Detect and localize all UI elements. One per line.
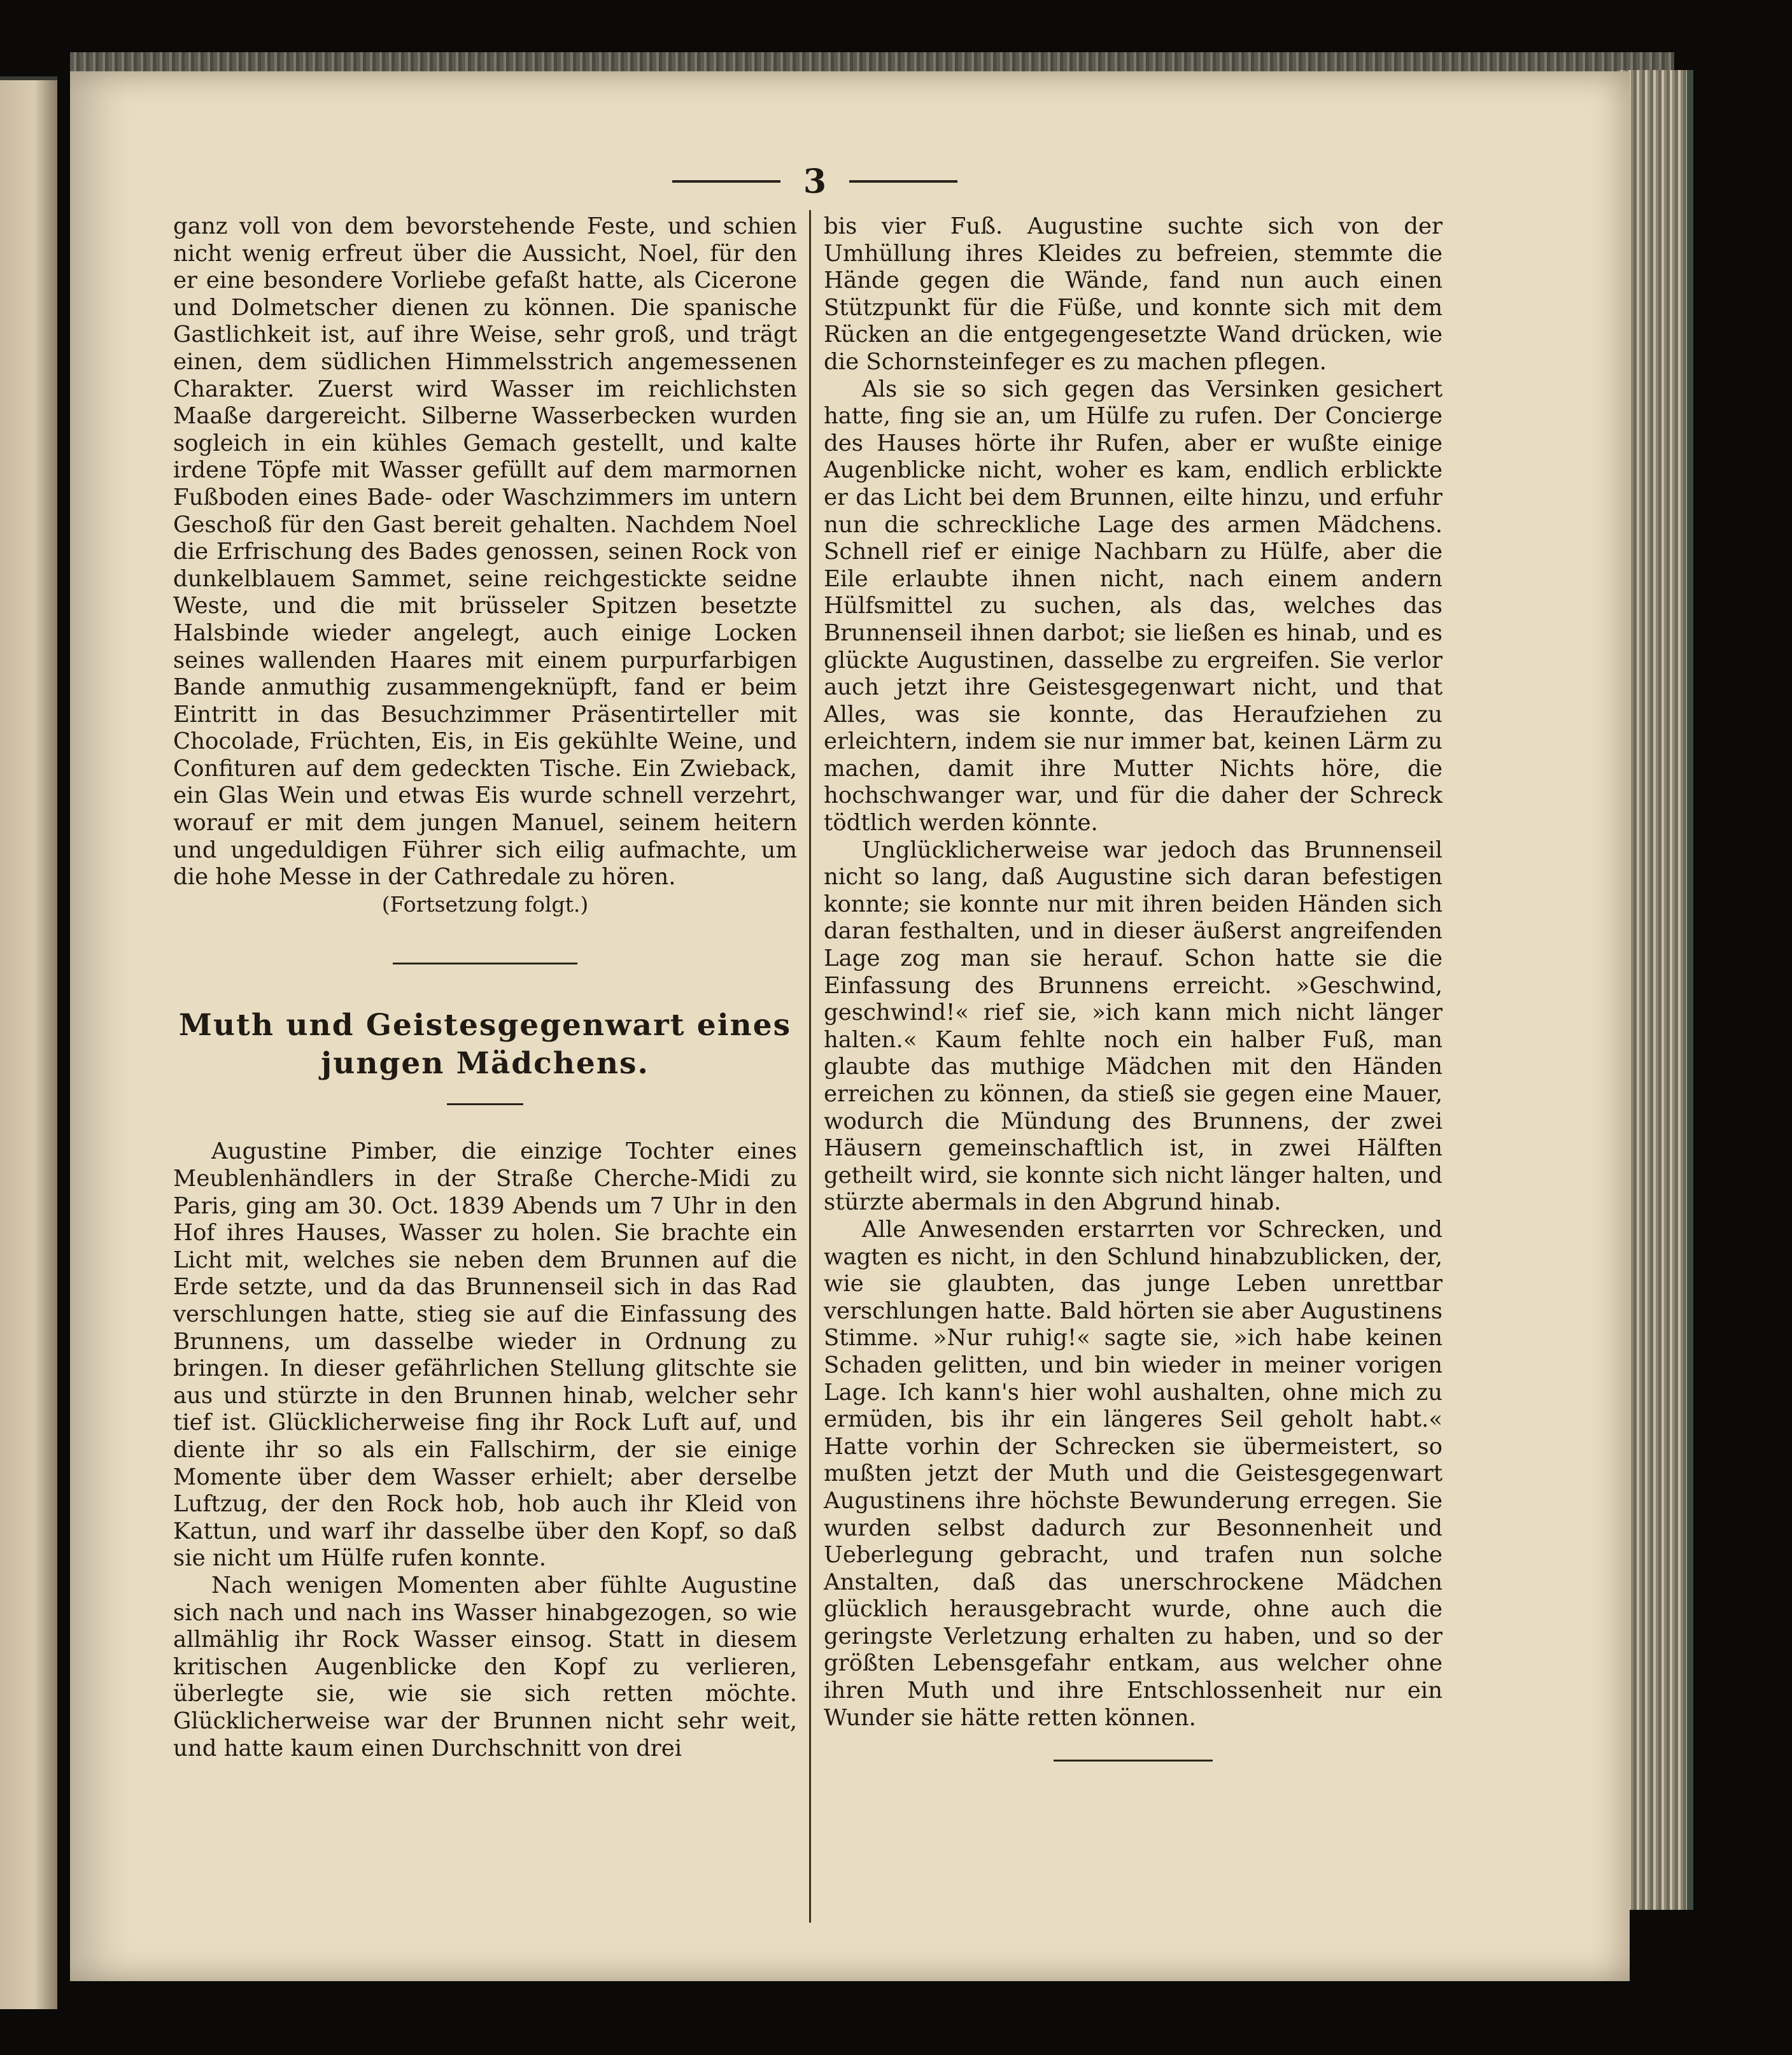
page-header: [649, 162, 980, 201]
end-rule: [1054, 1760, 1213, 1762]
paragraph: Alle Anwesenden erstarrten vor Schrecken, und wagten es nicht, in den Schlund hinabzublicken, der, wie sie glaubten, das junge Leben unrettbar verschlungen hatte. Bald hörten sie aber Augustinens Stimme. »Nur ruhig!« sagte sie, »ich habe keinen Schaden gelitten, und bin wieder in meiner vorigen Lage. Ich kann's hier wohl aushalten, ohne mich zu ermüden, bis ihr ein längeres Seil geholt habt.« Hatte vorhin der Schrecken sie übermeistert, so mußten jetzt der Muth und die Geistesgegenwart Augustinens ihre höchste Bewunderung erregen. Sie wurden selbst dadurch zur Besonnenheit und Ueberlegung gebracht, und trafen nun solche Anstalten, daß das unerschrockene Mädchen glücklich herausgebracht wurde, ohne auch die geringste Verletzung erhalten zu haben, und so der größten Lebensgefahr entkam, aus welcher ohne ihren Muth und ihre Entschlossenheit nur ein Wunder sie hätte retten können.: [824, 1216, 1443, 1731]
title-divider: [447, 1103, 523, 1105]
continuation-note: (Fortsetzung folgt.): [381, 891, 589, 917]
paragraph: bis vier Fuß. Augustine suchte sich von der Umhüllung ihres Kleides zu befreien, stemmte die Hände gegen die Wände, fand nun auch einen Stützpunkt für die Füße, und konnte sich mit dem Rücken an die entgegengesetzte Wand drücken, wie die Schornsteinfeger es zu machen pflegen.: [824, 213, 1443, 375]
paragraph: Unglücklicherweise war jedoch das Brunnenseil nicht so lang, daß Augustine sich daran befestigen konnte; sie konnte nur mit ihren beiden Händen sich daran festhalten, und in dieser äußerst angreifenden Lage zog man sie herauf. Schon hatte sie die Einfassung des Brunnens erreicht. »Geschwind, geschwind!« rief sie, »ich kann mich nicht länger halten.« Kaum fehlte noch ein halber Fuß, man glaubte das muthige Mädchen mit den Händen erreichen zu können, da stieß sie gegen eine Mauer, wodurch die Mündung des Brunnens, der zwei Häusern gemeinschaftlich ist, in zwei Hälften getheilt wird, sie konnte sich nicht länger halten, und stürzte abermals in den Abgrund hinab.: [824, 837, 1443, 1216]
left-column: [173, 213, 797, 1762]
header-rule-left: [672, 180, 780, 183]
paragraph: ganz voll von dem bevorstehende Feste, und schien nicht wenig erfreut über die Aussicht, Noel, für den er eine besondere Vorliebe gefaßt hatte, als Cicerone und Dolmetscher dienen zu können. Die spanische Gastlichkeit ist, auf ihre Weise, sehr groß, und trägt einen, dem südlichen Himmelsstrich angemessenen Charakter. Zuerst wird Wasser im reichlichsten Maaße dargereicht. Silberne Wasserbecken wurden sogleich in ein kühles Gemach gestellt, und kalte irdene Töpfe mit Wasser gefüllt auf dem marmornen Fußboden eines Bade- oder Waschzimmers im untern Geschoß für den Gast bereit gehalten. Nachdem Noel die Erfrischung des Bades genossen, seinen Rock von dunkelblauem Sammet, seine reichgestickte seidne Weste, und die mit brüsseler Spitzen besetzte Halsbinde wieder angelegt, auch einige Locken seines wallenden Haares mit einem purpurfarbigen Bande anmuthig zusammengeknüpft, fand er beim Eintritt in das Besuchzimmer Präsentirteller mit Chocolade, Früchten, Eis, in Eis gekühlte Weine, und Confituren auf dem gedeckten Tische. Ein Zwieback, ein Glas Wein und etwas Eis wurde schnell verzehrt, worauf er mit dem jungen Manuel, seinem heitern und ungeduldigen Führer sich eilig aufmachte, um die hohe Messe in der Cathredale zu hören.: [173, 213, 797, 891]
paragraph: Nach wenigen Momenten aber fühlte Augustine sich nach und nach ins Wasser hinabgezogen, so wie allmählig ihr Rock Wasser einsog. Statt in diesem kritischen Augenblicke den Kopf zu verlieren, überlegte sie, wie sie sich retten möchte. Glücklicherweise war der Brunnen nicht sehr weit, und hatte kaum einen Durchschnitt von drei: [173, 1572, 797, 1762]
article-title: Muth und Geistesgegenwart eines: [178, 1008, 792, 1043]
left-page-edge: [0, 76, 57, 2009]
paragraph: Als sie so sich gegen das Versinken gesichert hatte, fing sie an, um Hülfe zu rufen. Der Concierge des Hauses hörte ihr Rufen, aber er wußte einige Augenblicke nicht, woher es kam, endlich erblickte er das Licht bei dem Brunnen, eilte hinzu, und erfuhr nun die schreckliche Lage des armen Mädchens. Schnell rief er einige Nachbarn zu Hülfe, aber die Eile erlaubte ihnen nicht, nach einem andern Hülfsmittel zu suchen, als das, welches das Brunnenseil ihnen darbot; sie ließen es hinab, und es glückte Augustinen, dasselbe zu ergreifen. Sie verlor auch jetzt ihre Geistesgegenwart nicht, und that Alles, was sie konnte, das Heraufziehen zu erleichtern, indem sie nur immer bat, keinen Lärm zu machen, damit ihre Mutter Nichts höre, die hochschwanger war, und für die daher der Schreck tödtlich werden könnte.: [824, 376, 1443, 837]
section-divider: [393, 963, 577, 964]
paragraph: Augustine Pimber, die einzige Tochter eines Meublenhändlers in der Straße Cherche-Midi zu Paris, ging am 30. Oct. 1839 Abends um 7 Uhr in den Hof ihres Hauses, Wasser zu holen. Sie brachte ein Licht mit, welches sie neben dem Brunnen auf die Erde setzte, und da das Brunnenseil sich in das Rad verschlungen hatte, stieg sie auf die Einfassung des Brunnens, um dasselbe wieder in Ordnung zu bringen. In dieser gefährlichen Stellung glitschte sie aus und stürzte in den Brunnen hinab, welcher sehr tief ist. Glücklicherweise fing ihr Rock Luft auf, und diente ihr so als ein Fallschirm, der sie einige Momente über dem Wasser erhielt; aber derselbe Luftzug, der den Rock hob, hob auch ihr Kleid von Kattun, und warf ihr dasselbe über den Kopf, so daß sie nicht um Hülfe rufen konnte.: [173, 1138, 797, 1572]
page-number: 3: [803, 162, 827, 201]
right-column: [824, 213, 1443, 1762]
column-divider: [809, 210, 811, 1923]
header-rule-right: [849, 180, 957, 183]
article-title-line-2: jungen Mädchens.: [321, 1046, 649, 1082]
